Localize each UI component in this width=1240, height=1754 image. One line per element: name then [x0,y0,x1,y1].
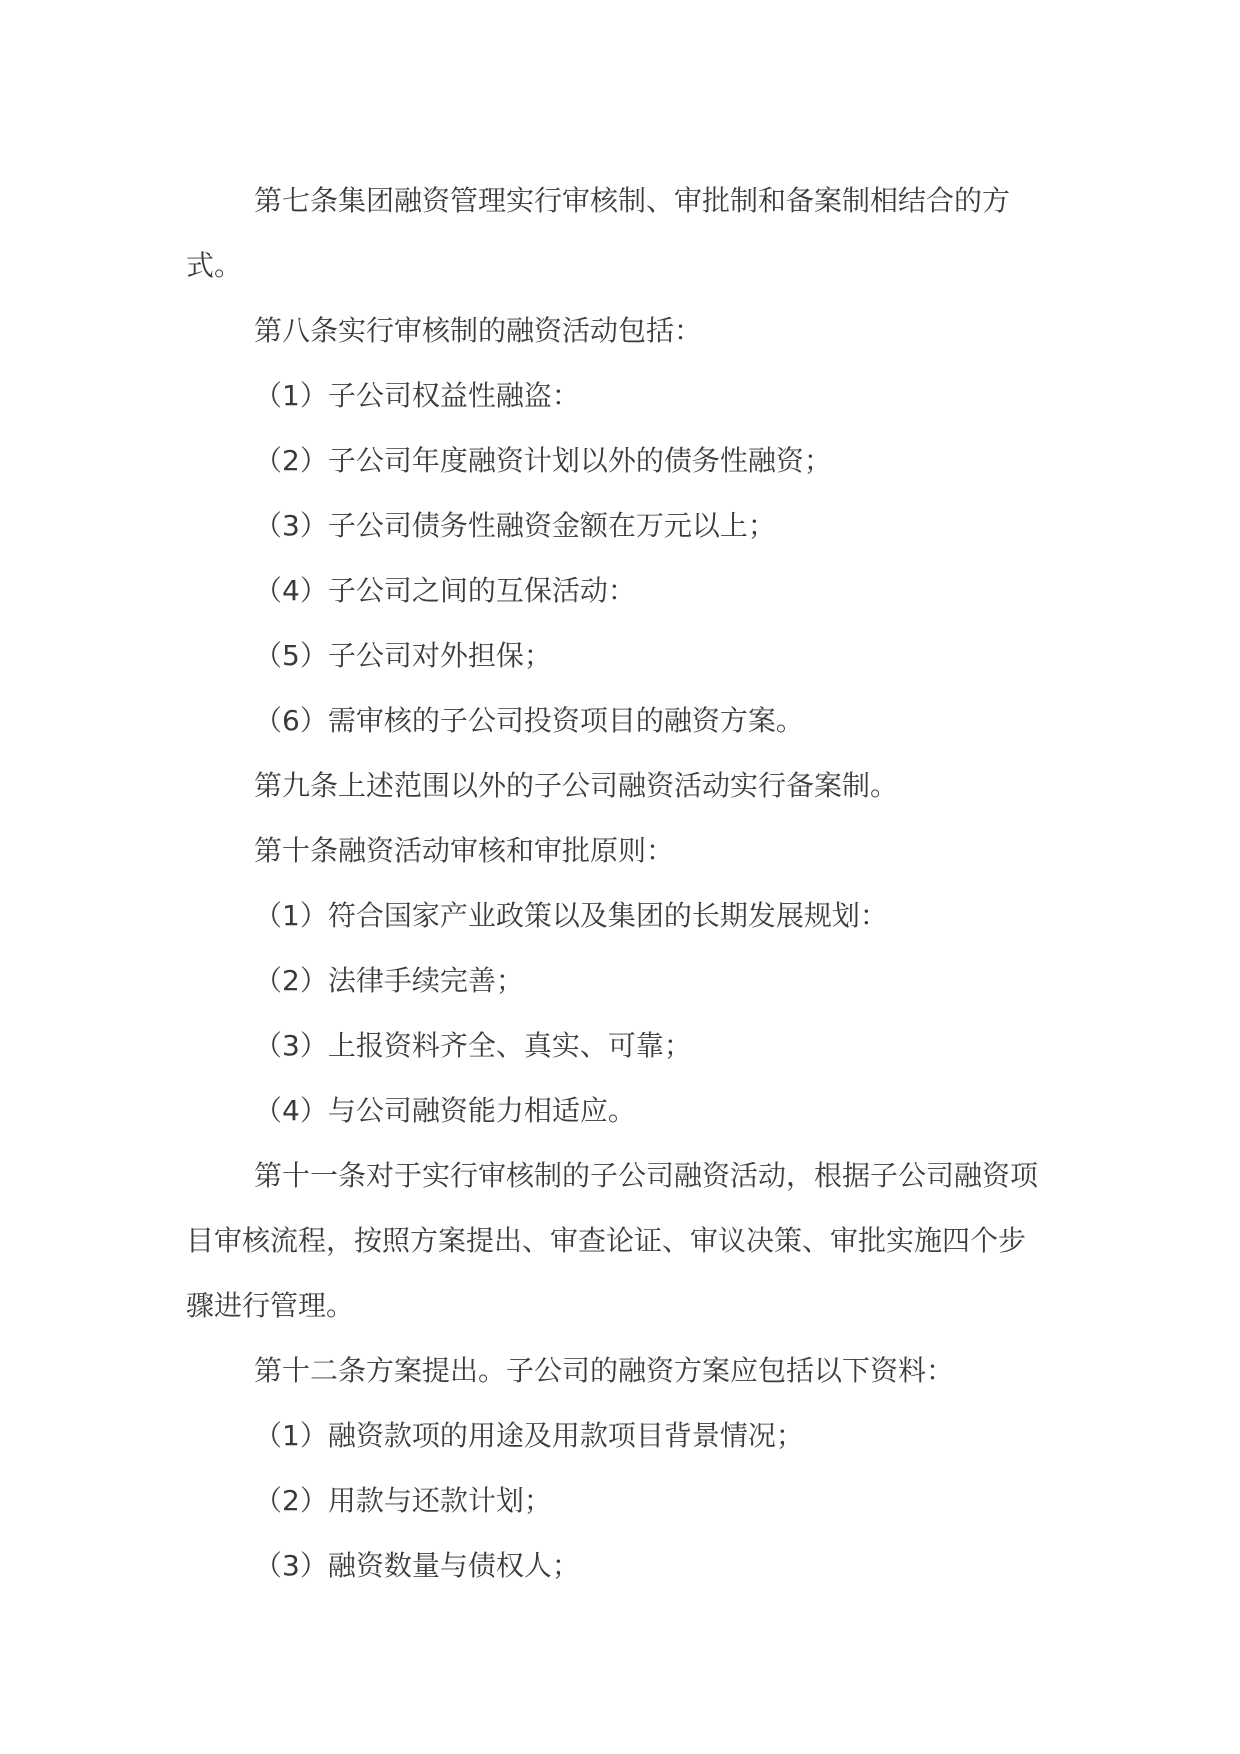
article-12-item-3: （3）融资数量与债权人； [254,1549,580,1582]
article-12-paragraph: 第十二条方案提出。子公司的融资方案应包括以下资料： [254,1354,955,1387]
article-10-item-1: （1）符合国家产业政策以及集团的长期发展规划： [254,899,888,932]
article-8-item-6: （6）需审核的子公司投资项目的融资方案。 [254,704,804,737]
article-12-item-1: （1）融资款项的用途及用款项目背景情况； [254,1419,804,1452]
article-10-item-3: （3）上报资料齐全、真实、可靠； [254,1029,692,1062]
article-12-item-2: （2）用款与还款计划； [254,1484,552,1517]
article-7-paragraph: 第七条集团融资管理实行审核制、审批制和备案制相结合的方式。 [186,184,1011,282]
article-8-item-3: （3）子公司债务性融资金额在万元以上； [254,509,776,542]
document-body [186,168,1046,1598]
article-8-item-2: （2）子公司年度融资计划以外的债务性融资； [254,444,832,477]
article-8-paragraph: 第八条实行审核制的融资活动包括： [254,314,703,347]
article-10-paragraph: 第十条融资活动审核和审批原则： [254,834,675,867]
article-11-paragraph: 第十一条对于实行审核制的子公司融资活动，根据子公司融资项目审核流程，按照方案提出、审查论证、审议决策、审批实施四个步骤进行管理。 [186,1159,1039,1322]
article-8-item-4: （4）子公司之间的互保活动： [254,574,636,607]
article-9-paragraph: 第九条上述范围以外的子公司融资活动实行备案制。 [254,769,899,802]
article-10-item-2: （2）法律手续完善； [254,964,524,997]
article-8-item-1: （1）子公司权益性融盗： [254,379,580,412]
article-10-item-4: （4）与公司融资能力相适应。 [254,1094,636,1127]
article-8-item-5: （5）子公司对外担保； [254,639,552,672]
